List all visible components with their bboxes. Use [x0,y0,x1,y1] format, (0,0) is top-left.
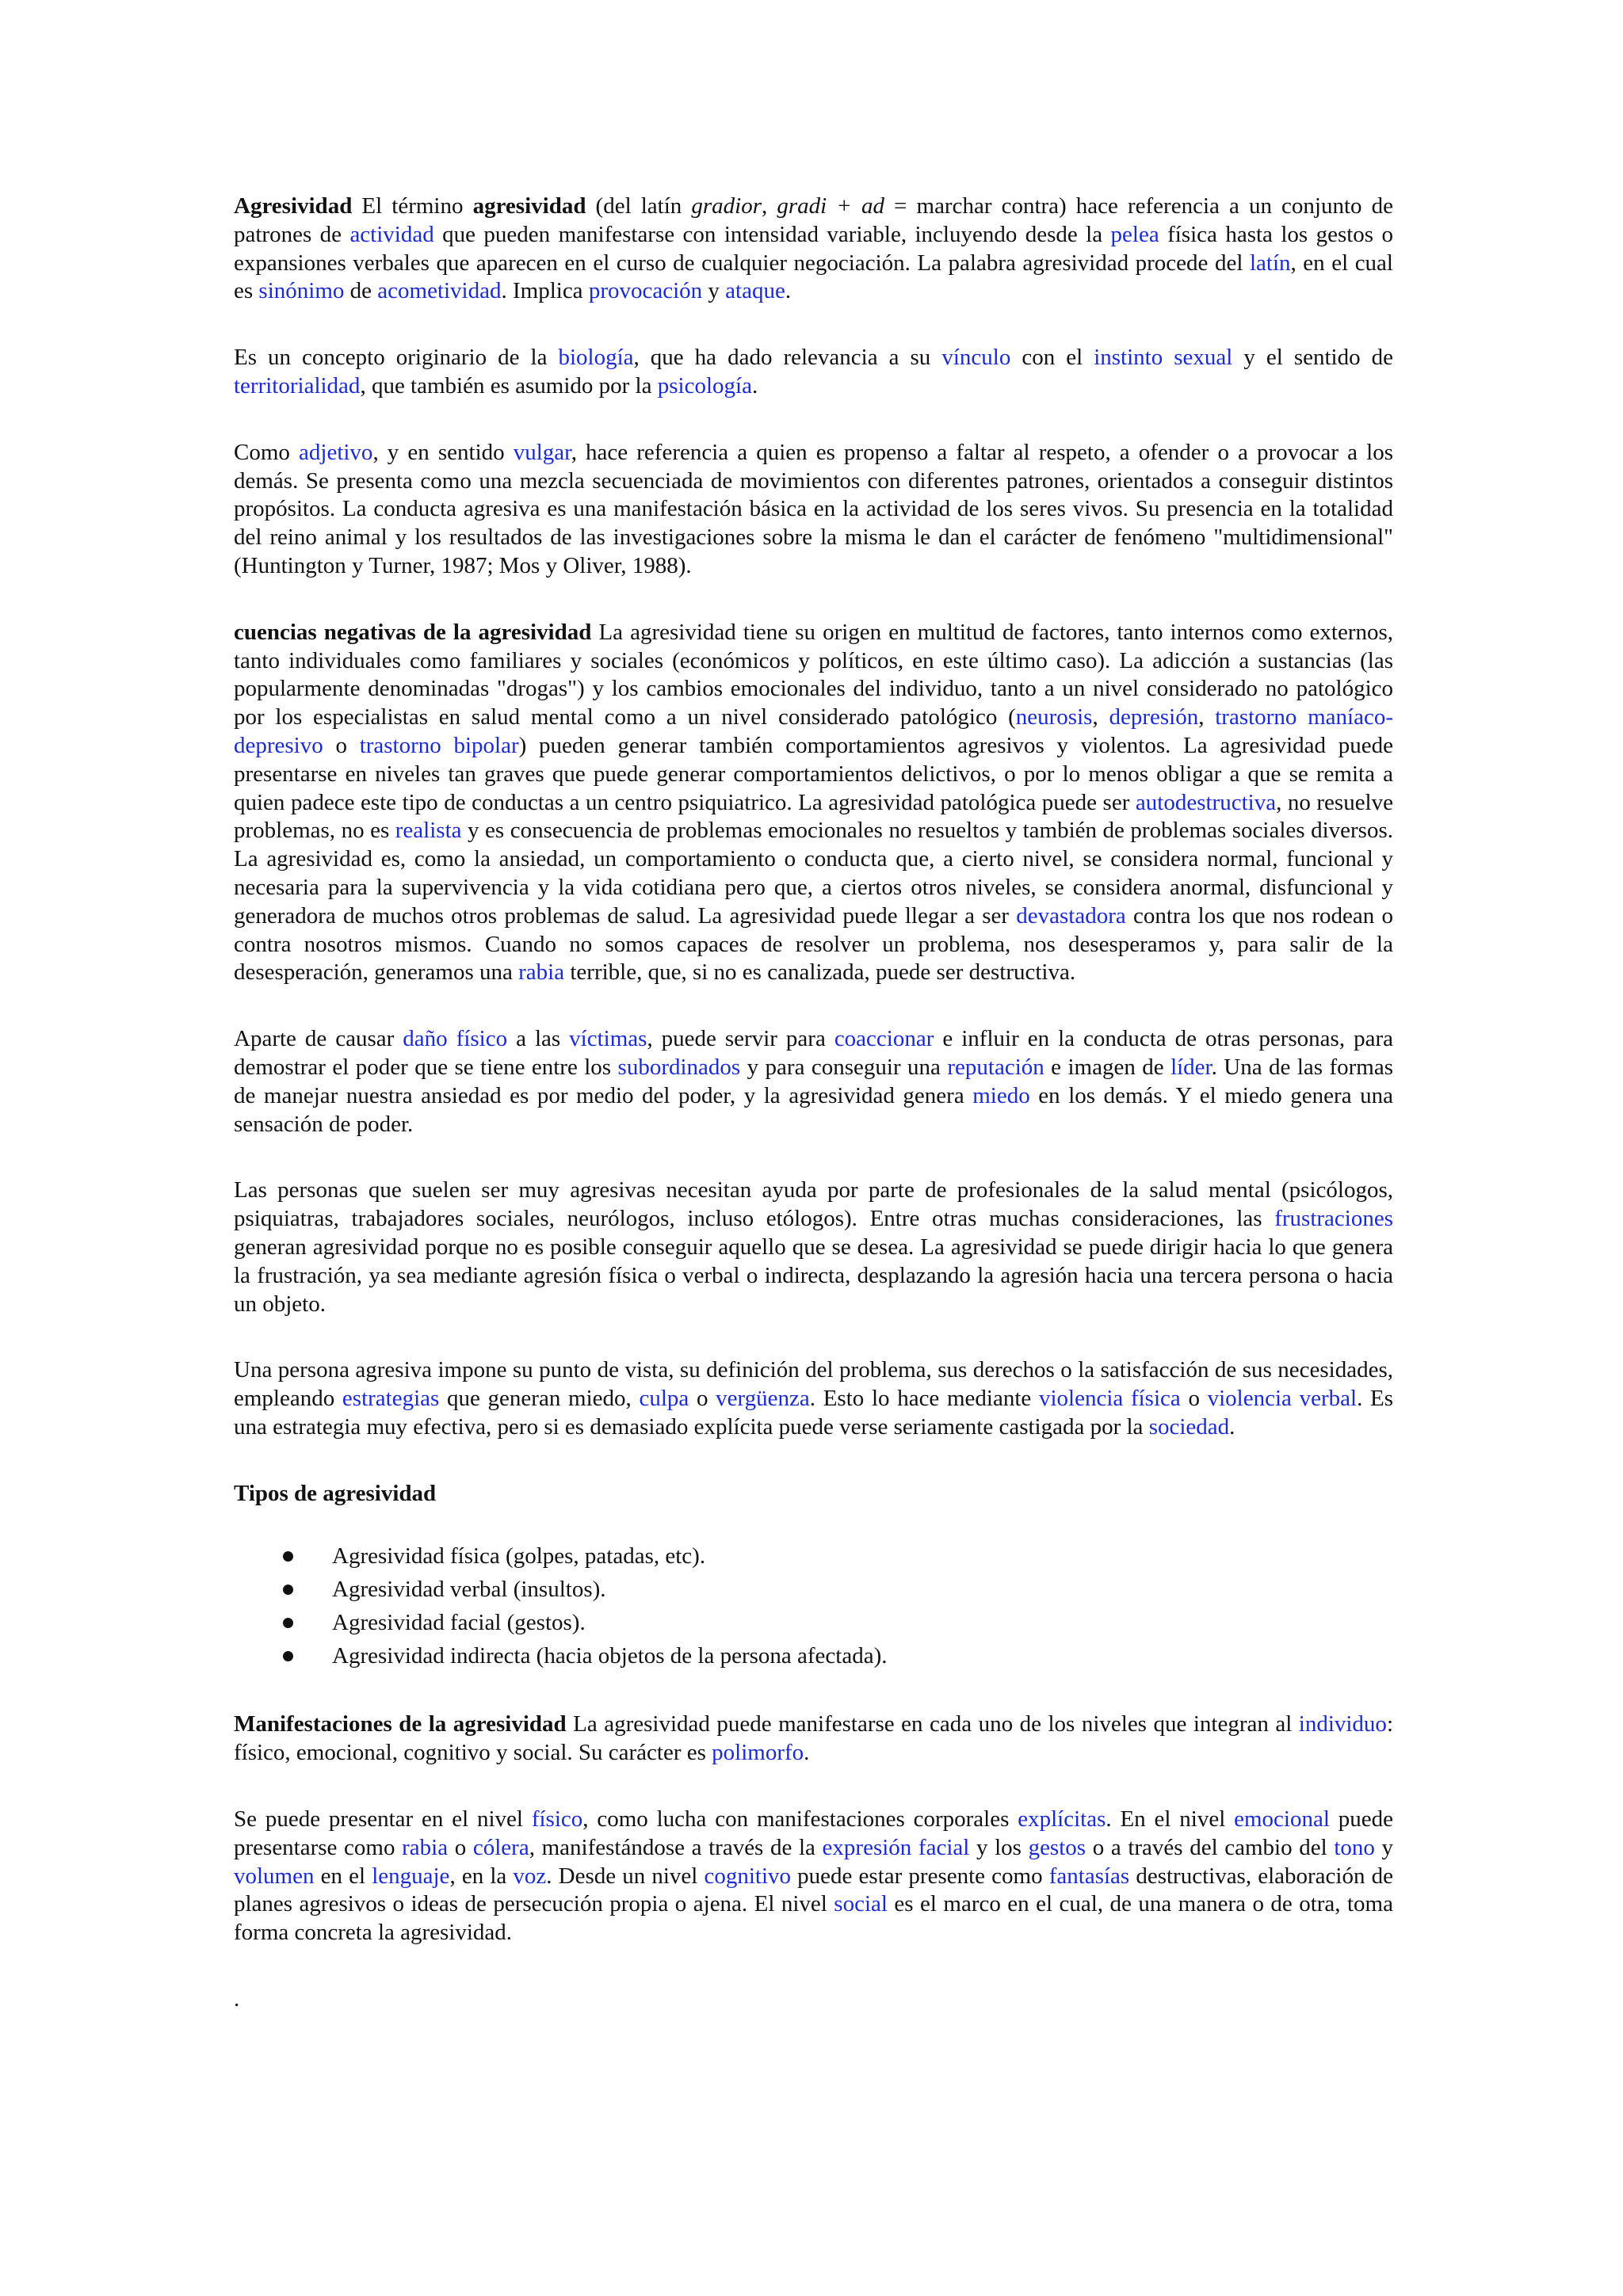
list-item-text: Agresividad indirecta (hacia objetos de la persona afectada). [332,1643,888,1669]
paragraph-intro [234,193,1393,306]
link-victimas[interactable]: víctimas [569,1026,647,1052]
text: (del latín [586,193,692,219]
paragraph-power [234,1025,1393,1138]
text: . [804,1740,810,1766]
trailing-dot: . [234,1986,240,2012]
link-biologia[interactable]: biología [558,345,634,371]
link-adjetivo[interactable]: adjetivo [299,439,373,465]
list-item-text: Agresividad verbal (insultos). [332,1577,606,1603]
link-ataque[interactable]: ataque [725,278,785,304]
link-dano-fisico[interactable]: daño físico [403,1026,508,1052]
text: , manifestándose a través de la [529,1834,823,1860]
text: e imagen de [1044,1054,1171,1080]
text: Aparte de causar [234,1026,403,1052]
text: y para conseguir una [740,1054,948,1080]
text: . En el nivel [1106,1806,1235,1833]
text: , que ha dado relevancia a su [633,345,942,371]
text: o [323,732,360,758]
link-social[interactable]: social [834,1891,888,1917]
text: ) pueden generar también comportamientos agresivos y violentos. La agresividad puede presentarse en niveles tan graves que puede generar comportamientos delictivos, o por lo menos obligar a que se remita a quien padece este tipo de conductas a un centro psiquiatrico. La agresividad patológica puede ser [234,732,1393,815]
link-provocacion[interactable]: provocación [588,278,703,304]
text: o a través del cambio del [1086,1834,1335,1860]
link-colera[interactable]: cólera [472,1834,529,1860]
text: . Es una estrategia muy efectiva, pero si es demasiado explícita puede verse seriamente castigada por la [234,1386,1393,1440]
list-item [234,1639,1393,1672]
link-acometividad[interactable]: acometividad [377,278,502,304]
paragraph-adjective [234,439,1393,581]
link-polimorfo[interactable]: polimorfo [712,1740,804,1766]
link-emocional[interactable]: emocional [1234,1806,1330,1833]
section-heading-tipos: Tipos de agresividad [234,1480,437,1506]
link-violencia-verbal[interactable]: violencia verbal [1207,1386,1358,1412]
link-expresion-facial[interactable]: expresión facial [822,1834,970,1860]
text: que generan miedo, [439,1386,640,1412]
text: o [1180,1386,1208,1412]
link-subordinados[interactable]: subordinados [617,1054,741,1080]
text: , en la [449,1863,514,1889]
link-reputacion[interactable]: reputación [947,1054,1044,1080]
text: y es consecuencia de problemas emocionales no resueltos y también de problemas sociales diversos. La agresividad es, como la ansiedad, un comportamiento o conducta que, a cierto nivel, se considera normal, funcional y necesaria para la supervivencia y la vida cotidiana pero que, a ciertos otros niveles, se considera anormal, disfuncional y generadora de muchos otros problemas de salud. La agresividad puede llegar a ser [234,818,1393,929]
term-bold: agresividad [472,193,586,219]
link-actividad[interactable]: actividad [349,221,434,247]
link-vinculo[interactable]: vínculo [941,345,1011,371]
link-territorialidad[interactable]: territorialidad [234,372,361,399]
bullet-icon [283,1585,293,1595]
paragraph-levels [234,1806,1393,1947]
document-body [234,193,1393,2014]
paragraph-help [234,1177,1393,1318]
paragraph-manifestations [234,1711,1393,1768]
link-vulgar[interactable]: vulgar [513,439,571,465]
link-devastadora[interactable]: devastadora [1016,902,1126,929]
text: , puede servir para [647,1026,834,1052]
text: con el [1010,345,1094,371]
link-pelea[interactable]: pelea [1110,221,1159,247]
text: es el marco en el cual, de una manera o de otra, toma forma concreta la agresividad. [234,1891,1393,1946]
text: La agresividad puede manifestarse en cada uno de los niveles que integran al [566,1711,1299,1737]
text: : físico, emocional, cognitivo y social. Su carácter es [234,1711,1393,1766]
text: , [1092,704,1109,730]
text: , y en sentido [372,439,514,465]
text: terrible, que, si no es canalizada, puede ser destructiva. [564,959,1076,986]
text: . Implica [501,278,589,304]
link-volumen[interactable]: volumen [234,1863,315,1889]
text: física hasta los gestos o expansiones verbales que aparecen en el curso de cualquier negociación. La palabra agresividad procede del [234,221,1393,276]
text: Como [234,439,300,465]
text: Se puede presentar en el nivel [234,1806,532,1833]
types-list [234,1539,1393,1672]
text: y [702,278,726,304]
link-culpa[interactable]: culpa [639,1386,689,1412]
text: . [1229,1413,1235,1440]
text: . [751,372,758,399]
text: = marchar contra) hace referencia a un conjunto de patrones de [234,193,1393,247]
link-psicologia[interactable]: psicología [657,372,752,399]
text: Una persona agresiva impone su punto de vista, su definición del problema, sus derechos o la satisfacción de sus necesidades, empleando [234,1357,1393,1412]
link-instinto-sexual[interactable]: instinto sexual [1094,345,1233,371]
list-item [234,1573,1393,1606]
link-rabia[interactable]: rabia [518,959,565,986]
text: La agresividad tiene su origen en multitud de factores, tanto internos como externos, tanto individuales como familiares y sociales (económicos y políticos, en este último caso). La adicción a sustancias (las popularmente denominadas "drogas") y los cambios emocionales del individuo, tanto a un nivel considerado no patológico por los especialistas en salud mental como a un nivel considerado patológico ( [234,619,1394,730]
paragraph-strategy [234,1356,1393,1441]
text: , que también es asumido por la [360,372,658,399]
bullet-icon [283,1551,293,1562]
section-heading-consecuencias: cuencias negativas de la agresividad [234,619,592,645]
text: y [1374,1834,1394,1860]
link-voz[interactable]: voz [513,1863,547,1889]
text: , [1198,704,1216,730]
link-trastorno-bipolar[interactable]: trastorno bipolar [359,732,519,758]
list-item [234,1606,1393,1639]
paragraph-consequences [234,619,1393,987]
link-depresion[interactable]: depresión [1109,704,1199,730]
link-neurosis[interactable]: neurosis [1015,704,1093,730]
text: . Esto lo hace mediante [809,1386,1039,1412]
link-violencia-fisica[interactable]: violencia física [1038,1386,1181,1412]
text: , [762,193,777,219]
bullet-icon [283,1651,293,1661]
link-frustraciones[interactable]: frustraciones [1274,1206,1393,1232]
link-autodestructiva[interactable]: autodestructiva [1135,789,1277,815]
link-gestos[interactable]: gestos [1028,1834,1086,1860]
link-cognitivo[interactable]: cognitivo [704,1863,792,1889]
paragraph-origin [234,344,1393,401]
text: generan agresividad porque no es posible conseguir aquello que se desea. La agresividad se puede dirigir hacia lo que genera la frustración, ya sea mediante agresión física o verbal o indirecta, desplazando la agresión hacia una tercera persona o hacia un objeto. [234,1234,1393,1317]
link-fisico[interactable]: físico [531,1806,583,1833]
text: El término [352,193,473,219]
link-tono[interactable]: tono [1334,1834,1375,1860]
link-verguenza[interactable]: vergüenza [716,1386,810,1412]
link-sociedad[interactable]: sociedad [1148,1413,1230,1440]
list-item-text: Agresividad física (golpes, patadas, etc). [332,1543,706,1569]
text: a las [507,1026,570,1052]
text: contra los que nos rodean o contra nosotros mismos. Cuando no somos capaces de resolver un problema, nos desesperamos y, para salir de la desesperación, generamos una [234,902,1393,986]
section-heading-manifestaciones: Manifestaciones de la agresividad [234,1711,567,1737]
link-individuo[interactable]: individuo [1298,1711,1387,1737]
link-lider[interactable]: líder [1170,1054,1212,1080]
link-realista[interactable]: realista [395,818,462,844]
text: , hace referencia a quien es propenso a faltar al respeto, a ofender o a provocar a los demás. Se presenta como una mezcla secuenciada de movimientos con diferentes patrones, orientados a conseguir distintos propósitos. La conducta agresiva es una manifestación básica en la actividad de los seres vivos. Su presencia en la totalidad del reino animal y los resultados de las investigaciones sobre la misma le dan el carácter de fenómeno "multidimensional" (Huntington y Turner, 1987; Mos y Oliver, 1988). [234,439,1393,578]
text: . [785,278,792,304]
text: , en el cual es [234,250,1393,304]
link-explicitas[interactable]: explícitas [1018,1806,1106,1833]
text: que pueden manifestarse con intensidad variable, incluyendo desde la [433,221,1111,247]
section-heading-agresividad: Agresividad [234,193,353,219]
list-item [234,1539,1393,1573]
link-fantasias[interactable]: fantasías [1048,1863,1130,1889]
text: , como lucha con manifestaciones corporales [582,1806,1018,1833]
text: y el sentido de [1232,345,1393,371]
text: . Desde un nivel [546,1863,705,1889]
text: en los demás. Y el miedo genera una sensación de poder. [234,1082,1393,1137]
list-item-text: Agresividad facial (gestos). [332,1610,586,1636]
text: y los [969,1834,1029,1860]
text: . Una de las formas de manejar nuestra ansiedad es por medio del poder, y la agresividad genera [234,1054,1393,1108]
link-latin[interactable]: latín [1249,250,1291,276]
latin-term: gradi + ad [777,193,884,219]
text: Las personas que suelen ser muy agresivas necesitan ayuda por parte de profesionales de la salud mental (psicólogos, psiquiatras, trabajadores sociales, neurólogos, incluso etólogos). Entre otras muchas consideraciones, las [234,1177,1393,1232]
text: o [689,1386,716,1412]
link-sinonimo[interactable]: sinónimo [258,278,345,304]
text: , no resuelve problemas, no es [234,789,1393,844]
link-estrategias[interactable]: estrategias [342,1386,440,1412]
text: o [448,1834,473,1860]
link-lenguaje[interactable]: lenguaje [372,1863,450,1889]
text: Es un concepto originario de la [234,345,559,371]
text: destructivas, elaboración de planes agresivos o ideas de persecución propia o ajena. El nivel [234,1863,1393,1917]
link-coaccionar[interactable]: coaccionar [834,1026,934,1052]
bullet-icon [283,1618,293,1628]
link-rabia-2[interactable]: rabia [402,1834,449,1860]
text: de [344,278,378,304]
text: e influir en la conducta de otras personas, para demostrar el poder que se tiene entre los [234,1026,1393,1080]
link-miedo[interactable]: miedo [972,1082,1030,1108]
link-trastorno-maniaco-depresivo[interactable]: trastorno maníaco-depresivo [234,704,1394,758]
text: en el [314,1863,372,1889]
text: puede estar presente como [791,1863,1049,1889]
latin-term: gradior [691,193,762,219]
text: puede presentarse como [234,1806,1393,1860]
